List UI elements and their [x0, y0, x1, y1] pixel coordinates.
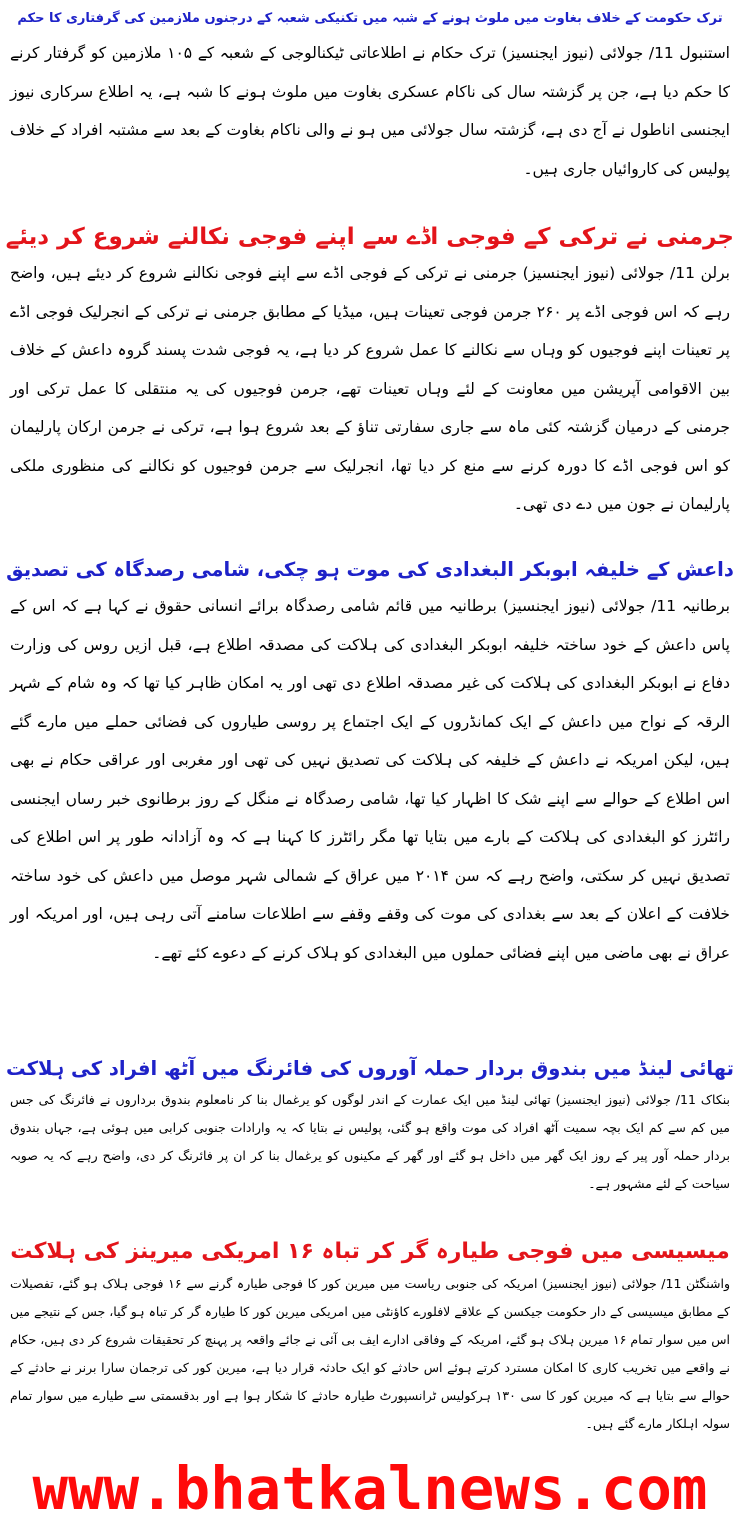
- story-text: استنبول 11/ جولائی (نیوز ایجنسیز) ترک حکام نے اطلاعاتی ٹیکنالوجی کے شعبہ کے ۱۰۵ ملازمین کو گرفتار کرنے کا حکم دیا ہے، جن پر گزشتہ سال کی ناکام عسکری بغاوت میں ملوث ہونے کا شبہ ہے، یہ اطلاع سرکاری نیوز ایجنسی اناطول نے آج دی ہے، گزشتہ سال جولائی میں ہو نے والی ناکام بغاوت کے بعد سے مشتبہ افراد کے خلاف پولیس کی کاروائیاں جاری ہیں۔: [10, 44, 730, 178]
- story-headline: ترک حکومت کے خلاف بغاوت میں ملوث ہونے کے شبہ میں تکنیکی شعبہ کے درجنوں ملازمین کی گرفتاری کا حکم: [17, 11, 723, 26]
- site-url: www.bhatkalnews.com: [32, 1454, 708, 1523]
- news-story: [6, 1052, 734, 1191]
- news-story: [6, 553, 734, 962]
- story-headline: جرمنی نے ترکی کے فوجی اڈے سے اپنے فوجی نکالنے شروع کر دیئے: [5, 224, 734, 250]
- story-body: [6, 34, 734, 178]
- story-body: [6, 1270, 734, 1438]
- news-story: [6, 1234, 734, 1438]
- site-url-banner: [0, 1454, 740, 1523]
- story-text: برطانیہ 11/ جولائی (نیوز ایجنسیز) برطانیہ میں قائم شامی رصدگاہ برائے انسانی حقوق نے کہا ہے کہ اس کے پاس داعش کے خود ساختہ خلیفہ ابوبکر البغدادی کی ہلاکت کی مصدقہ اطلاع ہے، قبل ازیں روس کی وزارت دفاع نے ابوبکر البغدادی کی ہلاکت کی غیر مصدقہ اطلاع دی تھی اور یہ امکان ظاہر کیا تھا کہ وہ شام کے شہر الرقہ کے نواح میں داعش کے ایک کمانڈروں کے ایک اجتماع پر روسی طیاروں کی فضائی حملے میں مارے گئے ہیں، لیکن امریکہ نے داعش کے خلیفہ کی ہلاکت کی تصدیق نہیں کی تھی اور مغربی اور عراقی حکام نے بھی اس اطلاع کے حوالے سے اپنے شک کا اظہار کیا تھا، شامی رصدگاہ نے منگل کے روز برطانوی خبر رساں ایجنسی رائٹرز کو البغدادی کی ہلاکت کے بارے میں بتایا تھا مگر رائٹرز کا کہنا ہے کہ وہ آزادانہ طور پر اس اطلاع کی تصدیق نہیں کر سکتی، واضح رہے کہ سن ۲۰۱۴ میں عراق کے شمالی شہر موصل میں داعش کی خود ساختہ خلافت کے اعلان کے بعد سے بغدادی کی موت کی وقفے وقفے سے اطلاعات سامنے آتی رہی ہیں، اور امریکہ اور عراق نے بھی ماضی میں اپنے فضائی حملوں میں البغدادی کو ہلاک کرنے کے دعوے کئے تھے۔: [10, 597, 730, 962]
- story-headline: تھائی لینڈ میں بندوق بردار حملہ آوروں کی فائرنگ میں آٹھ افراد کی ہلاکت: [6, 1057, 734, 1080]
- story-headline: میسیسی میں فوجی طیارہ گر کر تباہ ۱۶ امریکی میرینز کی ہلاکت: [10, 1239, 730, 1264]
- story-body: [6, 1086, 734, 1191]
- story-text: برلن 11/ جولائی (نیوز ایجنسیز) جرمنی نے ترکی کے فوجی اڈے سے اپنے فوجی نکالنے شروع کر دیئے ہیں، واضح رہے کہ اس فوجی اڈے پر ۲۶۰ جرمن فوجی تعینات ہیں، میڈیا کے مطابق جرمنی نے ترکی کے انجرلیک فوجی اڈے پر تعینات اپنے فوجیوں کو وہاں سے نکالنے کا عمل شروع کر دیا ہے، یہ فوجی شدت پسند گروہ داعش کے خلاف بین الاقوامی آپریشن میں معاونت کے لئے وہاں تعینات تھے، جرمن فوجیوں کی یہ منتقلی کا عمل ترکی اور جرمنی کے درمیان گزشتہ کئی ماہ سے جاری سفارتی تناؤ کے بعد شروع ہوا ہے، ترکی نے جرمن ارکان پارلیمان کو اس فوجی اڈے کا دورہ کرنے سے منع کر دیا تھا، انجرلیک سے جرمن فوجیوں کو نکالنے کی منظوری ملکی پارلیمان نے جون میں دے دی تھی۔: [10, 264, 730, 513]
- story-body: [6, 587, 734, 962]
- news-story: [6, 220, 734, 524]
- news-story: [6, 4, 734, 178]
- story-body: [6, 254, 734, 524]
- story-headline: داعش کے خلیفہ ابوبکر البغدادی کی موت ہو چکی، شامی رصدگاہ کی تصدیق: [6, 558, 734, 581]
- story-text: واشنگٹن 11/ جولائی (نیوز ایجنسیز) امریکہ کی جنوبی ریاست میں میرین کور کا فوجی طیارہ گرنے سے ۱۶ فوجی ہلاک ہو گئے، تفصیلات کے مطابق میسیسی کے دار حکومت جیکسن کے علاقے لافلورے کاؤنٹی میں امریکی میرین کور کا طیارہ گر کر تباہ ہو گیا، جس کے نتیجے میں اس میں سوار تمام ۱۶ میرین ہلاک ہو گئے، امریکہ کے وفاقی ادارے ایف بی آئی نے جائے واقعہ پر پہنچ کر تحقیقات شروع کر دی ہیں، حکام نے واقعے میں تخریب کاری کا امکان مسترد کرتے ہوئے اس حادثے کو ایک حادثہ قرار دیا ہے، میرین کور کی ترجمان سارا برنر نے حادثے کے حوالے سے بتایا ہے کہ میرین کور کا سی ۱۳۰ ہرکولیس ٹرانسپورٹ طیارہ حادثے کا شکار ہوا ہے اور بدقسمتی سے طیارے میں سوار تمام سولہ اہلکار مارے گئے ہیں۔: [10, 1276, 731, 1431]
- story-text: بنکاک 11/ جولائی (نیوز ایجنسیز) تھائی لینڈ میں ایک عمارت کے اندر لوگوں کو یرغمال بنا کر نامعلوم بندوق برداروں نے فائرنگ کی جس میں کم سے کم ایک بچہ سمیت آٹھ افراد کی موت واقع ہو گئی، پولیس نے بتایا کہ یہ وارادات جنوبی کرابی میں ہوئی ہے، جہاں بندوق بردار حملہ آور پیر کے روز ایک گھر میں داخل ہو گئے اور گھر کے مکینوں کو یرغمال بنا کر ان پر فائرنگ کر دی، واضح رہے کہ یہ صوبہ سیاحت کے لئے مشہور ہے۔: [10, 1092, 731, 1191]
